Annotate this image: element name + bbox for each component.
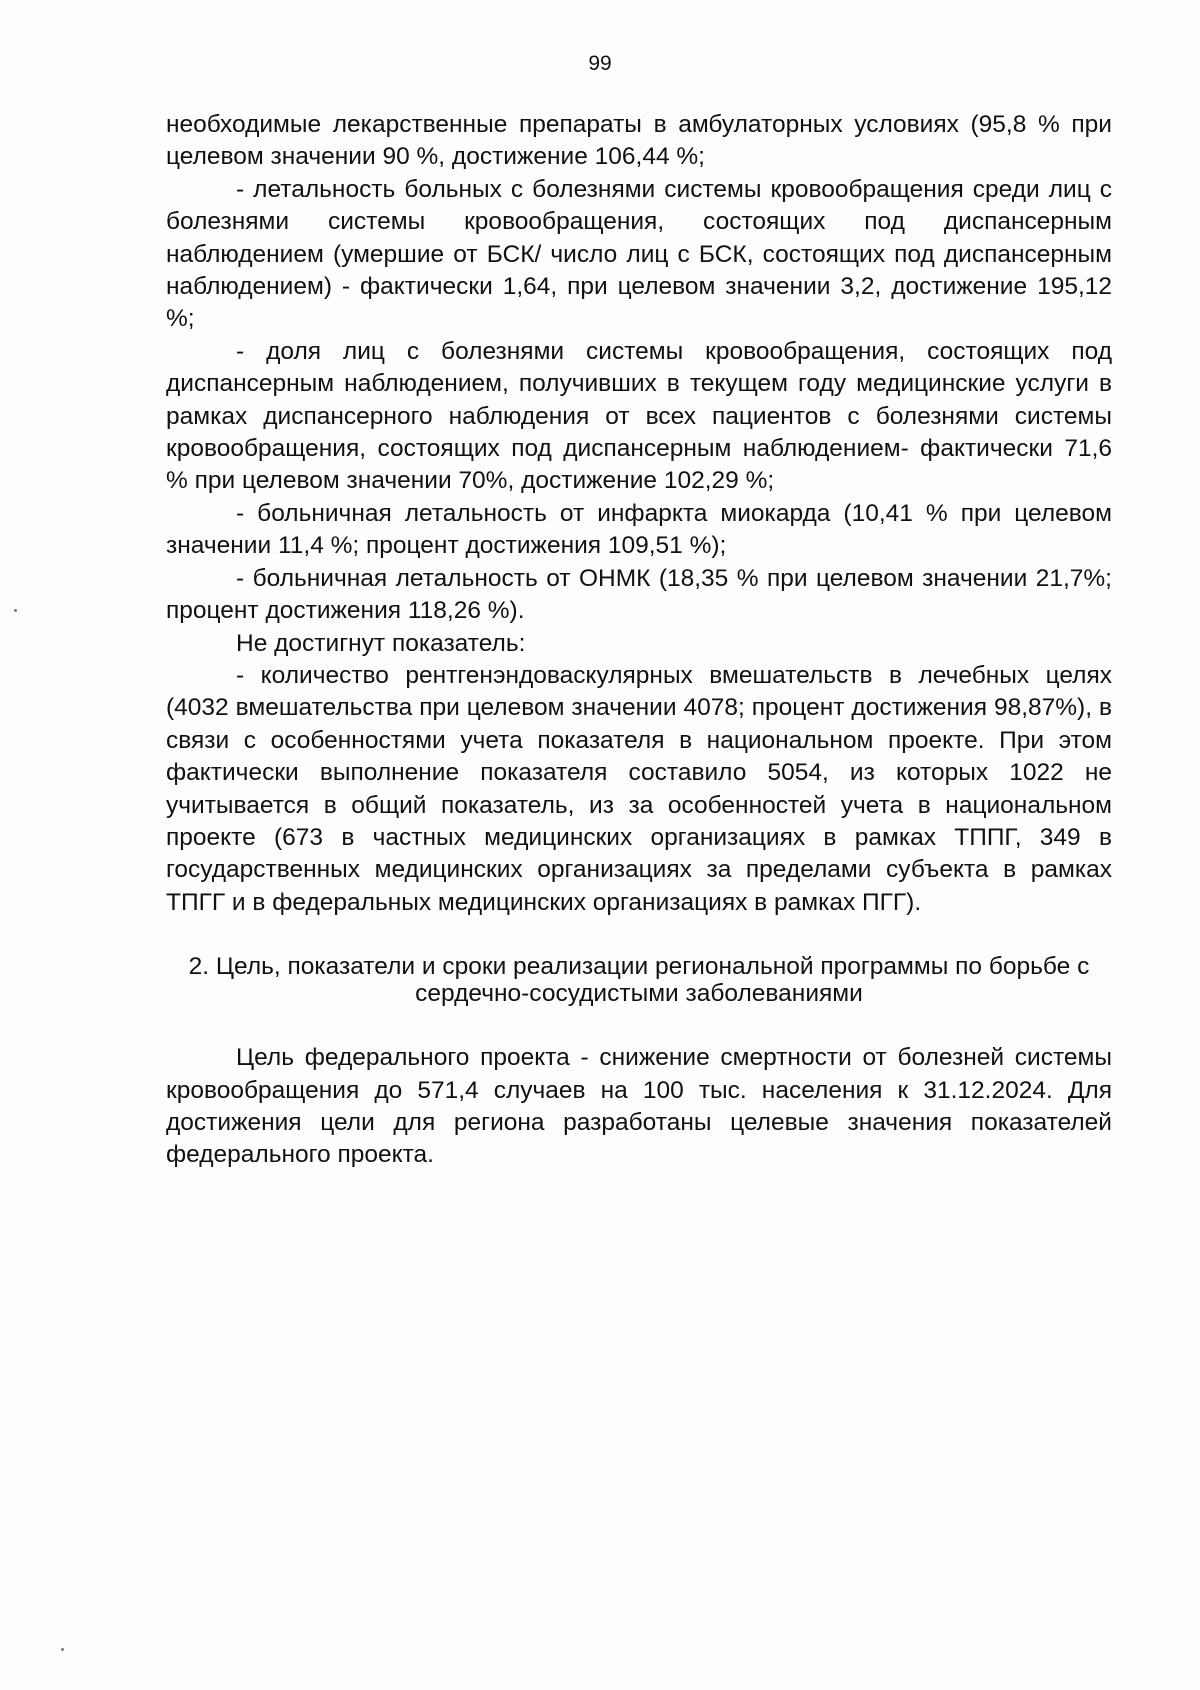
- paragraph-dispensary-share: - доля лиц с болезнями системы кровообращения, состоящих под диспансерным наблюдением, получивших в текущем году медицинские услуги в рамках диспансерного наблюдения от всех пациентов с болезнями системы кровообращения, состоящих под диспансерным наблюдением- фактически 71,6 % при целевом значении 70%, достижение 102,29 %;: [166, 337, 1112, 495]
- paragraph-stroke-mortality: - больничная летальность от ОНМК (18,35 % при целевом значении 21,7%; процент достижения 118,26 %).: [166, 564, 1112, 625]
- section-heading: [166, 953, 1112, 1007]
- paragraph-endovascular-interventions: - количество рентгенэндоваскулярных вмешательств в лечебных целях (4032 вмешательства при целевом значении 4078; процент достижения 98,87%), в связи с особенностями учета показателя в национальном проекте. При этом фактически выполнение показателя составило 5054, из которых 1022 не учитывается в общий показатель, из за особенностей учета в национальном проекте (673 в частных медицинских организациях в рамках ТППГ, 349 в государственных медицинских организациях за пределами субъекта в рамках ТПГГ и в федеральных медицинских организациях в рамках ПГГ).: [166, 661, 1112, 916]
- paragraph-mortality-indicator: - летальность больных с болезнями системы кровообращения среди лиц с болезнями системы кровообращения, состоящих под диспансерным наблюдением (умершие от БСК/ число лиц с БСК, состоящих под диспансерным наблюдением) - фактически 1,64, при целевом значении 3,2, достижение 195,12 %;: [166, 175, 1112, 333]
- page-number: 99: [588, 52, 612, 75]
- paragraph-continuation: необходимые лекарственные препараты в амбулаторных условиях (95,8 % при целевом значении 90 %, достижение 106,44 %;: [166, 111, 1112, 171]
- paragraph-infarction-mortality: - больничная летальность от инфаркта миокарда (10,41 % при целевом значении 11,4 %; процент достижения 109,51 %);: [166, 499, 1112, 560]
- scan-artifact-dot: [61, 1648, 64, 1651]
- paragraph-federal-goal: Цель федерального проекта - снижение смертности от болезней системы кровообращения до 571,4 случаев на 100 тыс. населения к 31.12.2024. Для достижения цели для региона разработаны целевые значения показателей федерального проекта.: [166, 1044, 1112, 1169]
- scan-artifact-dot: [14, 609, 17, 612]
- section-heading-line-2: сердечно-сосудистыми заболеваниями: [415, 980, 863, 1008]
- document-body: [166, 109, 1112, 1172]
- paragraph-not-achieved-label: Не достигнут показатель:: [236, 629, 526, 657]
- section-heading-line-1: 2. Цель, показатели и сроки реализации региональной программы по борьбе с: [188, 953, 1090, 981]
